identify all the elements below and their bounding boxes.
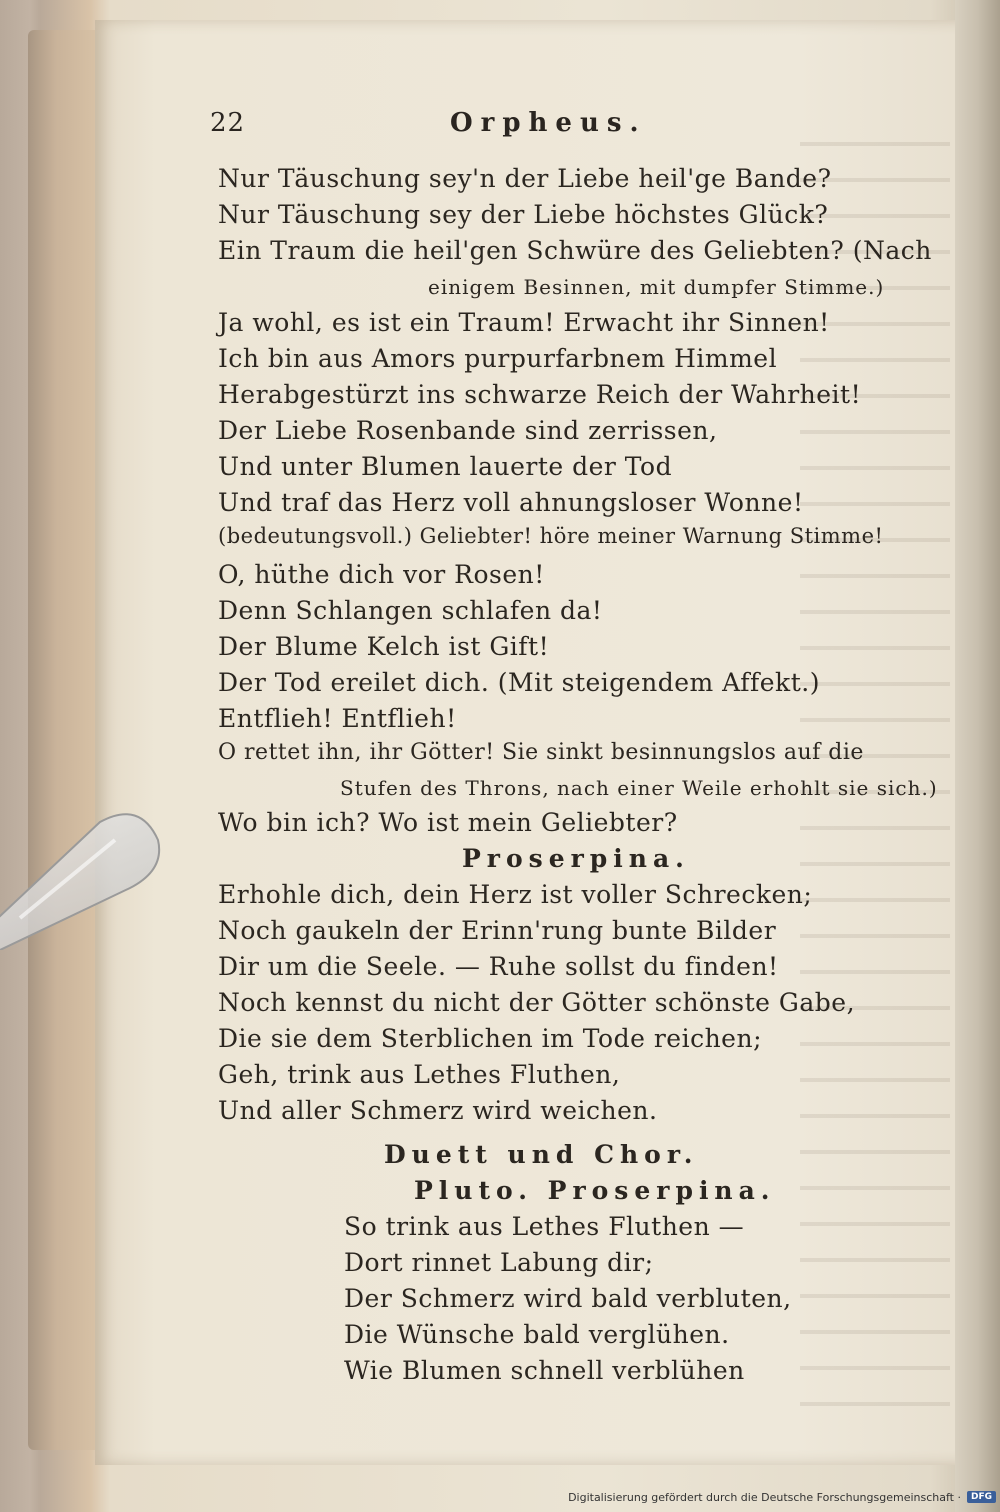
text-line: O rettet ihn, ihr Götter! Sie sinkt besinnungslos auf die xyxy=(218,740,864,765)
text-line: Der Liebe Rosenbande sind zerrissen, xyxy=(218,416,718,445)
speaker-heading: Pluto. Proserpina. xyxy=(414,1176,776,1205)
digitization-credit xyxy=(568,1486,996,1508)
text-line: Nur Täuschung sey'n der Liebe heil'ge Bande? xyxy=(218,164,832,193)
text-line: Herabgestürzt ins schwarze Reich der Wahrheit! xyxy=(218,380,862,409)
text-line: Und unter Blumen lauerte der Tod xyxy=(218,452,673,481)
text-line: Dir um die Seele. — Ruhe sollst du finden! xyxy=(218,952,779,981)
credit-text: Digitalisierung gefördert durch die Deutsche Forschungsgemeinschaft · xyxy=(568,1490,961,1504)
text-line: Ich bin aus Amors purpurfarbnem Himmel xyxy=(218,344,778,373)
text-line: Der Schmerz wird bald verbluten, xyxy=(344,1284,792,1313)
stage-direction: einigem Besinnen, mit dumpfer Stimme.) xyxy=(428,275,885,299)
text-line: Erhohle dich, dein Herz ist voller Schrecken; xyxy=(218,880,813,909)
running-title: Orpheus. xyxy=(450,108,647,138)
text-line: Der Tod ereilet dich. (Mit steigendem Affekt.) xyxy=(218,668,820,697)
text-line: Und aller Schmerz wird weichen. xyxy=(218,1096,658,1125)
dfg-logo: DFG xyxy=(967,1491,996,1503)
text-line: Ja wohl, es ist ein Traum! Erwacht ihr Sinnen! xyxy=(218,308,830,337)
text-line: Noch kennst du nicht der Götter schönste Gabe, xyxy=(218,988,856,1017)
text-line: Nur Täuschung sey der Liebe höchstes Glück? xyxy=(218,200,829,229)
text-line: Ein Traum die heil'gen Schwüre des Geliebten? (Nach xyxy=(218,236,932,265)
text-line: O, hüthe dich vor Rosen! xyxy=(218,560,545,589)
text-line: Und traf das Herz voll ahnungsloser Wonne! xyxy=(218,488,804,517)
facing-page-edge xyxy=(955,0,1000,1512)
text-line: Die Wünsche bald verglühen. xyxy=(344,1320,730,1349)
text-line: Wie Blumen schnell verblühen xyxy=(344,1356,745,1385)
text-line: So trink aus Lethes Fluthen — xyxy=(344,1212,745,1241)
text-line: Noch gaukeln der Erinn'rung bunte Bilder xyxy=(218,916,777,945)
page-number: 22 xyxy=(210,108,246,138)
page-block-edge xyxy=(28,30,98,1450)
text-line: Denn Schlangen schlafen da! xyxy=(218,596,603,625)
text-line: Geh, trink aus Lethes Fluthen, xyxy=(218,1060,621,1089)
text-line: Dort rinnet Labung dir; xyxy=(344,1248,654,1277)
speaker-heading: Proserpina. xyxy=(462,844,690,873)
stage-direction: Stufen des Throns, nach einer Weile erhohlt sie sich.) xyxy=(340,776,938,800)
text-line: Entflieh! Entflieh! xyxy=(218,704,457,733)
text-line: Wo bin ich? Wo ist mein Geliebter? xyxy=(218,808,678,837)
section-heading: Duett und Chor. xyxy=(384,1140,699,1169)
text-line: (bedeutungsvoll.) Geliebter! höre meiner Warnung Stimme! xyxy=(218,524,884,548)
text-line: Der Blume Kelch ist Gift! xyxy=(218,632,550,661)
page-header xyxy=(210,108,870,144)
text-line: Die sie dem Sterblichen im Tode reichen; xyxy=(218,1024,762,1053)
